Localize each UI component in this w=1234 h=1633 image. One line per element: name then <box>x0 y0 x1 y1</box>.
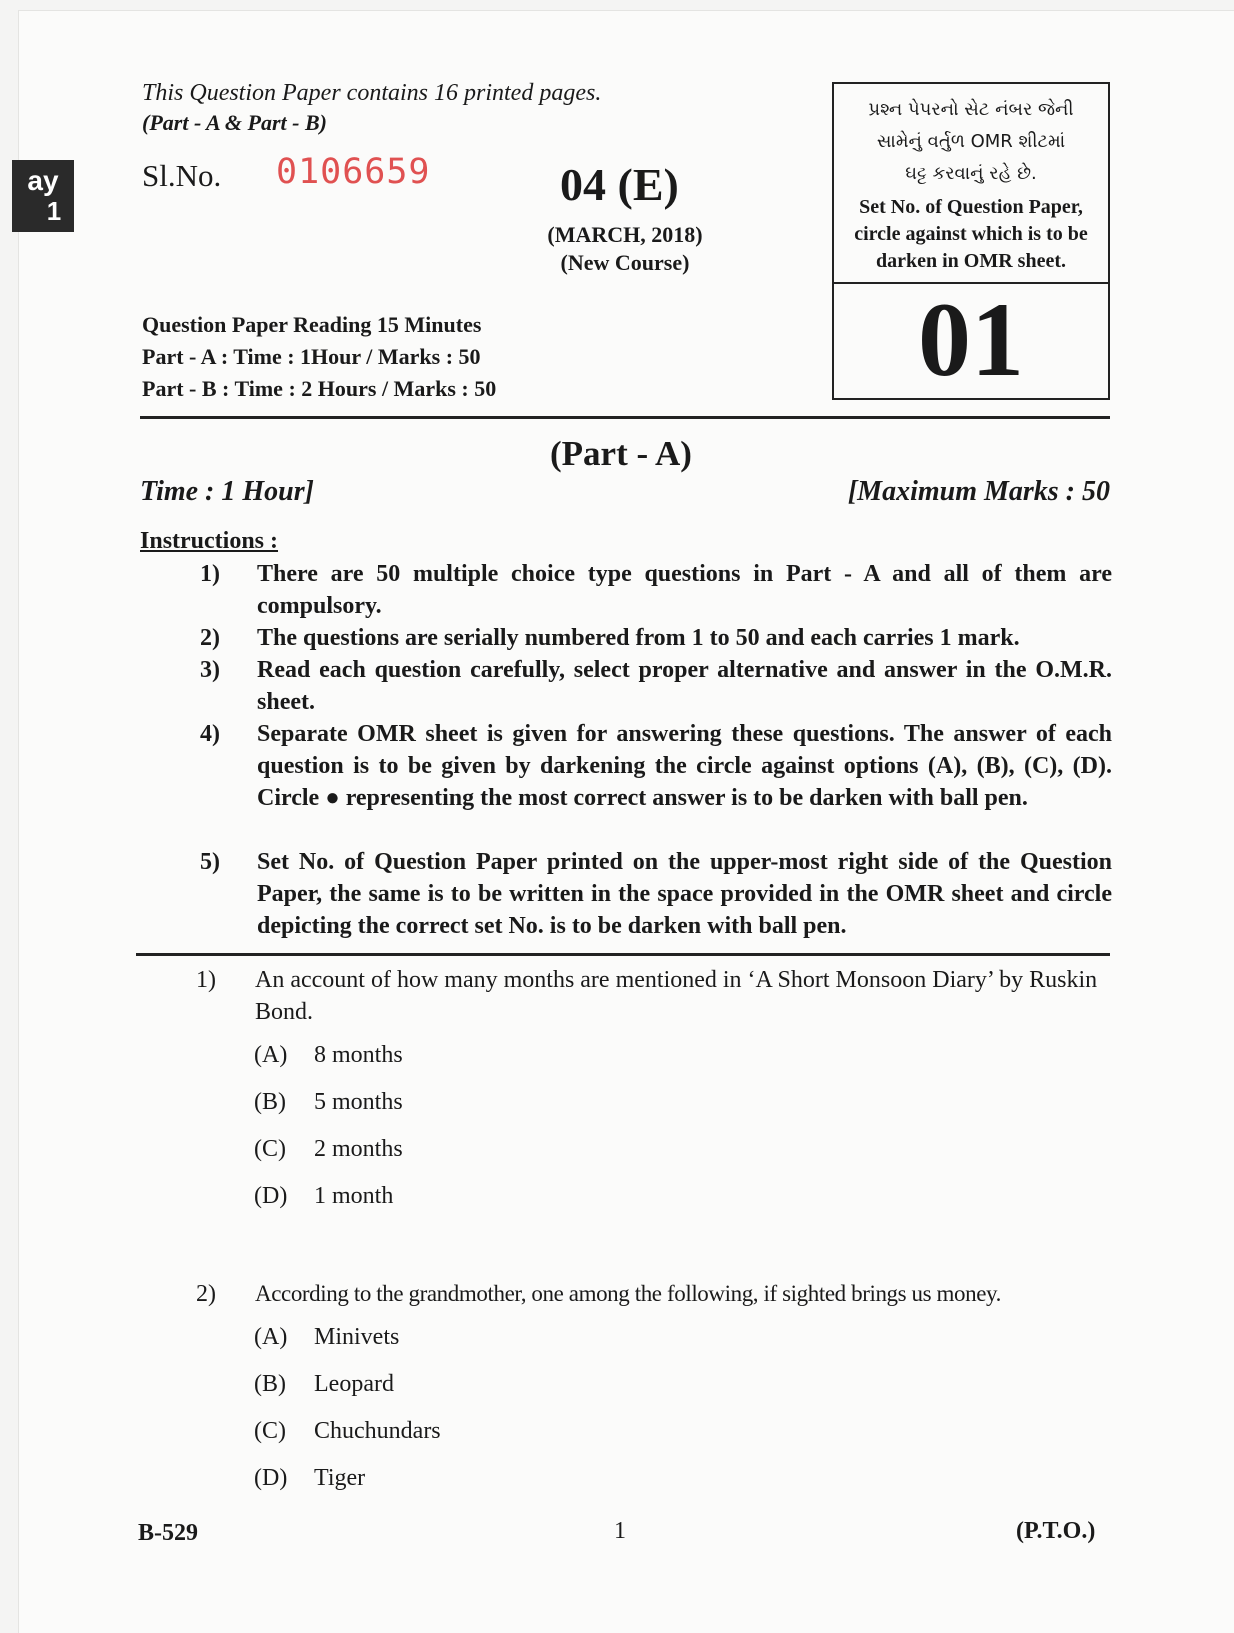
part-a-time-limit: Time : 1 Hour] <box>140 476 314 507</box>
option-item <box>254 1089 403 1116</box>
instructions-divider <box>136 953 1110 956</box>
set-box-english-line2: circle against which is to be <box>854 223 1088 245</box>
serial-number-value: 0106659 <box>276 152 431 192</box>
option-label: (C) <box>254 1418 286 1444</box>
option-item <box>254 1465 365 1492</box>
instruction-text: The questions are serially numbered from 1 to 50 and each carries 1 mark. <box>257 625 1020 651</box>
option-label: (A) <box>254 1042 288 1068</box>
option-label: (D) <box>254 1465 288 1491</box>
part-b-time: Part - B : Time : 2 Hours / Marks : 50 <box>142 376 497 401</box>
instruction-item <box>200 558 1112 622</box>
option-item <box>254 1183 393 1210</box>
instruction-number: 1) <box>200 561 220 587</box>
please-turn-over: (P.T.O.) <box>1016 1518 1096 1544</box>
side-tab-line2: 1 <box>46 196 62 226</box>
serial-number-label: Sl.No. <box>142 158 222 193</box>
set-box-gujarati-line2: સામેનું વર્તુળ OMR શીટમાં <box>876 131 1066 152</box>
question-number: 1) <box>196 967 216 993</box>
instructions-heading: Instructions : <box>140 528 279 554</box>
exam-month: (MARCH, 2018) <box>547 222 703 247</box>
set-box-english-line3: darken in OMR sheet. <box>876 250 1066 272</box>
set-number-box <box>832 82 1110 400</box>
option-text: 5 months <box>314 1089 403 1115</box>
instruction-text: Read each question carefully, select proper alternative and answer in the O.M.R. sheet. <box>257 657 1112 715</box>
instruction-text: Separate OMR sheet is given for answering these questions. The answer of each question is to be given by darkening the circle against options (A), (B), (C), (D). Circle ● representing the most correct answer is to be darken with ball pen. <box>257 721 1112 811</box>
option-label: (D) <box>254 1183 288 1209</box>
option-text: 8 months <box>314 1042 403 1068</box>
course-type: (New Course) <box>560 250 690 275</box>
part-a-max-marks: [Maximum Marks : 50 <box>847 476 1110 507</box>
day-side-tab <box>12 160 74 232</box>
set-number: 01 <box>918 281 1024 398</box>
part-a-time: Part - A : Time : 1Hour / Marks : 50 <box>142 344 481 369</box>
option-label: (B) <box>254 1089 286 1115</box>
option-text: 2 months <box>314 1136 403 1162</box>
option-text: Minivets <box>314 1324 400 1350</box>
option-item <box>254 1418 441 1445</box>
option-item <box>254 1324 399 1351</box>
option-label: (C) <box>254 1136 286 1162</box>
option-text: Tiger <box>314 1465 366 1491</box>
option-text: Leopard <box>314 1371 394 1397</box>
instruction-text: There are 50 multiple choice type questions in Part - A and all of them are compulsory. <box>257 561 1112 619</box>
question-2 <box>196 1278 1112 1310</box>
paper-code: 04 (E) <box>560 159 679 210</box>
instruction-item <box>200 654 1112 718</box>
paper-code-footer: B-529 <box>138 1520 198 1546</box>
option-label: (B) <box>254 1371 286 1397</box>
question-number: 2) <box>196 1281 216 1307</box>
page-number: 1 <box>614 1518 626 1544</box>
option-item <box>254 1371 394 1398</box>
question-text: According to the grandmother, one among the following, if sighted brings us money. <box>255 1281 1001 1306</box>
option-label: (A) <box>254 1324 288 1350</box>
instruction-item <box>200 622 1112 654</box>
instruction-item <box>200 718 1112 814</box>
instruction-item <box>200 846 1112 942</box>
set-box-english-line1: Set No. of Question Paper, <box>859 196 1083 218</box>
side-tab-line1: ay <box>27 165 59 196</box>
option-item <box>254 1136 403 1163</box>
set-box-gujarati-line3: ઘટ્ટ કરવાનું રહે છે. <box>905 163 1037 184</box>
option-text: 1 month <box>314 1183 394 1209</box>
instruction-text: Set No. of Question Paper printed on the upper-most right side of the Question Paper, the same is to be written in the space provided in the OMR sheet and circle depicting the correct set No. is to be darken with ball pen. <box>257 849 1112 939</box>
set-box-gujarati-line1: પ્રશ્ન પેપરનો સેટ નંબર જેની <box>868 99 1074 120</box>
question-1 <box>196 964 1112 1028</box>
question-text: An account of how many months are mentioned in ‘A Short Monsoon Diary’ by Ruskin Bond. <box>255 967 1098 1025</box>
instruction-number: 4) <box>200 721 220 747</box>
option-item <box>254 1042 403 1069</box>
reading-time: Question Paper Reading 15 Minutes <box>142 312 482 337</box>
part-a-title: (Part - A) <box>550 434 692 473</box>
parts-note: (Part - A & Part - B) <box>142 110 327 135</box>
instruction-number: 2) <box>200 625 220 651</box>
pages-note: This Question Paper contains 16 printed pages. <box>142 80 602 106</box>
instruction-number: 3) <box>200 657 220 683</box>
instruction-number: 5) <box>200 849 220 875</box>
option-text: Chuchundars <box>314 1418 441 1444</box>
header-divider <box>140 416 1110 419</box>
